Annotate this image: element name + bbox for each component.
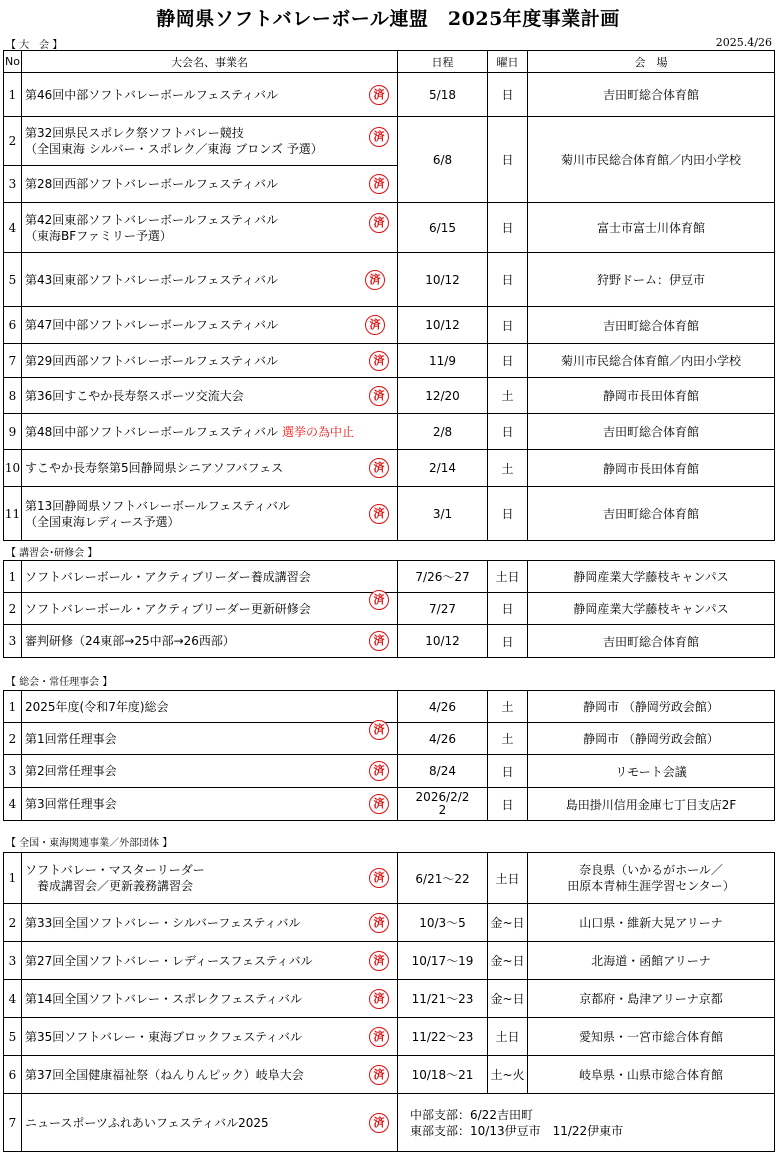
event-weekday: 日 — [488, 487, 528, 541]
event-weekday: 土 — [488, 691, 528, 723]
event-name — [22, 625, 398, 658]
section-label-zenkoku: 【 全国・東海関連事業／外部団体 】 — [6, 838, 173, 849]
event-weekday: 土日 — [488, 1018, 528, 1056]
event-venue: 静岡市長田体育館 — [528, 378, 775, 414]
event-venue: 愛知県・一宮市総合体育館 — [528, 1018, 775, 1056]
event-name-text: 第35回ソフトバレー・東海ブロックフェスティバル — [25, 1029, 302, 1044]
event-date: 6/8 — [398, 117, 488, 203]
event-name-text: 第13回静岡県ソフトバレーボールフェスティバル — [25, 498, 290, 513]
completed-stamp-icon: 済 — [369, 127, 389, 147]
event-date: 6/21～22 — [398, 853, 488, 904]
event-weekday: 土日 — [488, 853, 528, 904]
row-no: 1 — [4, 853, 22, 904]
event-branch-schedule — [398, 1094, 775, 1152]
section-label-koushu: 【 講習会･研修会 】 — [6, 548, 98, 559]
table-row — [4, 1056, 775, 1094]
event-name-text: 第42回東部ソフトバレーボールフェスティバル — [25, 212, 278, 227]
row-no: 5 — [4, 253, 22, 307]
table-header-row — [4, 51, 775, 73]
event-name — [22, 450, 398, 487]
cancelled-note: 選挙の為中止 — [282, 425, 355, 439]
table-row — [4, 625, 775, 658]
event-name — [22, 203, 398, 253]
branch-schedule-tobu: 東部支部：10/13伊豆市 11/22伊東市 — [410, 1123, 624, 1138]
event-name — [22, 307, 398, 344]
completed-stamp-icon: 済 — [369, 504, 389, 524]
completed-stamp-icon: 済 — [369, 1113, 389, 1133]
table-row — [4, 788, 775, 821]
event-venue: 静岡市長田体育館 — [528, 450, 775, 487]
event-name-text: 第46回中部ソフトバレーボールフェスティバル — [25, 87, 278, 102]
event-venue: 吉田町総合体育館 — [528, 414, 775, 450]
event-name — [22, 166, 398, 203]
event-name — [22, 904, 398, 942]
event-name-sub: （全国東海レディース予選） — [25, 514, 180, 529]
table-row — [4, 1018, 775, 1056]
event-weekday: 日 — [488, 593, 528, 625]
event-name-text: 第3回常任理事会 — [25, 797, 117, 811]
table-row — [4, 307, 775, 344]
event-name-sub: （全国東海 シルバー・スポレク／東海 ブロンズ 予選） — [25, 142, 323, 156]
row-no: 9 — [4, 414, 22, 450]
table-row — [4, 450, 775, 487]
event-date: 4/26 — [398, 691, 488, 723]
event-name-text: ソフトバレーボール・アクティブリーダー更新研修会 — [25, 601, 311, 616]
event-venue: 静岡市 （静岡労政会館） — [528, 691, 775, 723]
event-name-text: ソフトバレー・マスターリーダー — [25, 863, 205, 877]
event-name-text: 第43回東部ソフトバレーボールフェスティバル — [25, 272, 278, 287]
branch-schedule-chubu: 中部支部：6/22吉田町 — [410, 1107, 533, 1122]
event-date: 11/22～23 — [398, 1018, 488, 1056]
event-weekday: 日 — [488, 625, 528, 658]
event-name — [22, 561, 398, 606]
event-weekday: 土~火 — [488, 1056, 528, 1094]
document-date: 2025.4/26 — [715, 36, 772, 49]
row-no: 6 — [4, 1056, 22, 1094]
event-weekday: 日 — [488, 117, 528, 203]
header-name: 大会名、事業名 — [22, 51, 398, 73]
event-date: 10/17～19 — [398, 942, 488, 980]
completed-stamp-icon: 済 — [369, 1065, 389, 1085]
header-no: No — [4, 51, 22, 73]
row-no: 3 — [4, 755, 22, 788]
event-name — [22, 1094, 398, 1152]
event-weekday: 金~日 — [488, 980, 528, 1018]
table-row — [4, 414, 775, 450]
event-name — [22, 942, 398, 980]
event-name-text: 第37回全国健康福祉祭（ねんりんピック）岐阜大会 — [25, 1067, 304, 1082]
event-weekday: 日 — [488, 414, 528, 450]
event-venue: 吉田町総合体育館 — [528, 487, 775, 541]
table-row — [4, 73, 775, 117]
table-row — [4, 253, 775, 307]
event-venue: 狩野ドーム：伊豆市 — [528, 253, 775, 307]
completed-stamp-icon: 済 — [369, 720, 389, 740]
event-venue: 菊川市民総合体育館／内田小学校 — [528, 344, 775, 378]
event-name-text: 第14回全国ソフトバレー・スポレクフェスティバル — [25, 991, 302, 1006]
event-date-line1: 2026/2/2 — [415, 790, 470, 804]
header-schedule: 日程 — [398, 51, 488, 73]
event-weekday: 土 — [488, 450, 528, 487]
table-row — [4, 723, 775, 755]
table-row — [4, 755, 775, 788]
table-row — [4, 487, 775, 541]
completed-stamp-icon: 済 — [369, 458, 389, 478]
event-name-text: 2025年度(令和7年度)総会 — [25, 699, 169, 714]
event-name-text: すこやか長寿祭第5回静岡県シニアソフバフェス — [25, 461, 284, 475]
table-row — [4, 1094, 775, 1152]
completed-stamp-icon: 済 — [369, 631, 389, 651]
table-row — [4, 344, 775, 378]
event-venue: 北海道・函館アリーナ — [528, 942, 775, 980]
event-name — [22, 253, 398, 307]
event-weekday: 土 — [488, 723, 528, 755]
row-no: 8 — [4, 378, 22, 414]
event-date: 12/20 — [398, 378, 488, 414]
event-venue: 静岡市 （静岡労政会館） — [528, 723, 775, 755]
event-name — [22, 755, 398, 788]
row-no: 4 — [4, 203, 22, 253]
event-name — [22, 593, 398, 625]
table-row — [4, 853, 775, 904]
event-weekday: 土 — [488, 378, 528, 414]
header-venue: 会 場 — [528, 51, 775, 73]
taikai-table — [3, 50, 775, 541]
row-no: 3 — [4, 166, 22, 203]
table-row — [4, 561, 775, 593]
completed-stamp-icon: 済 — [365, 315, 385, 335]
event-venue: 山口県・維新大晃アリーナ — [528, 904, 775, 942]
completed-stamp-icon: 済 — [369, 590, 389, 610]
event-weekday: 金~日 — [488, 942, 528, 980]
row-no: 7 — [4, 1094, 22, 1152]
event-name-text: ソフトバレーボール・アクティブリーダー養成講習会 — [25, 569, 311, 584]
completed-stamp-icon: 済 — [369, 386, 389, 406]
event-date: 10/18～21 — [398, 1056, 488, 1094]
completed-stamp-icon: 済 — [369, 794, 389, 814]
row-no: 6 — [4, 307, 22, 344]
row-no: 2 — [4, 117, 22, 166]
event-weekday: 日 — [488, 203, 528, 253]
event-date: 7/27 — [398, 593, 488, 625]
event-name — [22, 980, 398, 1018]
event-venue: 静岡産業大学藤枝キャンパス — [528, 593, 775, 625]
event-weekday: 日 — [488, 788, 528, 821]
row-no: 7 — [4, 344, 22, 378]
zenkoku-table — [3, 852, 775, 1152]
event-name — [22, 344, 398, 378]
event-weekday: 土日 — [488, 561, 528, 593]
completed-stamp-icon: 済 — [369, 951, 389, 971]
event-date: 6/15 — [398, 203, 488, 253]
event-date: 10/3～5 — [398, 904, 488, 942]
page-title: 静岡県ソフトバレーボール連盟 2025年度事業計画 — [156, 8, 620, 30]
row-no: 1 — [4, 73, 22, 117]
event-date: 11/9 — [398, 344, 488, 378]
event-venue: リモート会議 — [528, 755, 775, 788]
table-row — [4, 203, 775, 253]
completed-stamp-icon: 済 — [369, 989, 389, 1009]
event-name-text: 第29回西部ソフトバレーボールフェスティバル — [25, 353, 278, 368]
table-row — [4, 378, 775, 414]
completed-stamp-icon: 済 — [369, 213, 389, 233]
event-name-text: 第2回常任理事会 — [25, 764, 117, 778]
event-venue: 岐阜県・山県市総合体育館 — [528, 1056, 775, 1094]
event-name — [22, 723, 398, 755]
event-name — [22, 1056, 398, 1094]
completed-stamp-icon: 済 — [369, 868, 389, 888]
event-name — [22, 1018, 398, 1056]
completed-stamp-icon: 済 — [369, 351, 389, 371]
row-no: 5 — [4, 1018, 22, 1056]
event-date: 10/12 — [398, 253, 488, 307]
event-venue: 島田掛川信用金庫七丁目支店2F — [528, 788, 775, 821]
event-name-sub: （東海BFファミリー予選） — [25, 228, 172, 243]
event-name-text: 第48回中部ソフトバレーボールフェスティバル — [25, 424, 278, 439]
event-name-text: 審判研修（24東部→25中部→26西部） — [25, 634, 235, 648]
event-weekday: 日 — [488, 344, 528, 378]
event-date: 4/26 — [398, 723, 488, 755]
event-venue: 吉田町総合体育館 — [528, 73, 775, 117]
event-date: 2/8 — [398, 414, 488, 450]
row-no: 3 — [4, 942, 22, 980]
event-name-text: 第28回西部ソフトバレーボールフェスティバル — [25, 177, 278, 191]
event-date: 8/24 — [398, 755, 488, 788]
koushu-table — [3, 560, 775, 658]
event-venue: 菊川市民総合体育館／内田小学校 — [528, 117, 775, 203]
event-date: 5/18 — [398, 73, 488, 117]
event-name — [22, 414, 398, 450]
table-row — [4, 117, 775, 166]
event-weekday: 日 — [488, 755, 528, 788]
row-no: 3 — [4, 625, 22, 658]
event-venue: 吉田町総合体育館 — [528, 625, 775, 658]
event-name-text: 第27回全国ソフトバレー・レディースフェスティバル — [25, 953, 313, 968]
event-name — [22, 691, 398, 736]
row-no: 2 — [4, 593, 22, 625]
event-name — [22, 788, 398, 821]
event-name — [22, 73, 398, 117]
event-date — [398, 788, 488, 821]
event-date: 10/12 — [398, 625, 488, 658]
completed-stamp-icon: 済 — [369, 1027, 389, 1047]
event-venue-line2: 田原本青柿生涯学習センター） — [567, 879, 735, 893]
header-weekday: 曜日 — [488, 51, 528, 73]
event-name — [22, 378, 398, 414]
completed-stamp-icon: 済 — [365, 270, 385, 290]
event-venue: 京都府・島津アリーナ京都 — [528, 980, 775, 1018]
event-venue: 静岡産業大学藤枝キャンパス — [528, 561, 775, 593]
completed-stamp-icon: 済 — [369, 174, 389, 194]
event-name — [22, 853, 398, 904]
event-weekday: 日 — [488, 307, 528, 344]
event-name-text: 第32回県民スポレク祭ソフトバレー競技 — [25, 126, 244, 140]
event-name-sub: 養成講習会／更新義務講習会 — [25, 879, 194, 893]
completed-stamp-icon: 済 — [369, 761, 389, 781]
event-name-text: 第36回すこやか長寿祭スポーツ交流大会 — [25, 388, 244, 403]
event-name-text: 第33回全国ソフトバレー・シルバーフェスティバル — [25, 915, 301, 930]
event-name-text: 第47回中部ソフトバレーボールフェスティバル — [25, 318, 278, 332]
event-date: 2/14 — [398, 450, 488, 487]
row-no: 1 — [4, 691, 22, 723]
row-no: 4 — [4, 980, 22, 1018]
event-name-text: ニュースポーツふれあいフェスティバル2025 — [25, 1115, 269, 1130]
table-row — [4, 593, 775, 625]
event-date: 10/12 — [398, 307, 488, 344]
event-weekday: 日 — [488, 73, 528, 117]
event-date: 11/21～23 — [398, 980, 488, 1018]
table-row — [4, 904, 775, 942]
event-venue-line1: 奈良県（いかるがホール／ — [579, 863, 723, 877]
event-name — [22, 487, 398, 541]
row-no: 2 — [4, 723, 22, 755]
event-venue — [528, 853, 775, 904]
section-label-soukai: 【 総会・常任理事会 】 — [6, 677, 113, 688]
row-no: 2 — [4, 904, 22, 942]
event-date-line2: 2 — [438, 803, 447, 817]
event-venue: 富士市富士川体育館 — [528, 203, 775, 253]
section-label-taikai: 【 大 会 】 — [6, 40, 63, 51]
event-name — [22, 117, 398, 166]
row-no: 4 — [4, 788, 22, 821]
completed-stamp-icon: 済 — [369, 913, 389, 933]
event-date: 7/26～27 — [398, 561, 488, 593]
event-date: 3/1 — [398, 487, 488, 541]
row-no: 11 — [4, 487, 22, 541]
table-row — [4, 942, 775, 980]
event-name-text: 第1回常任理事会 — [25, 731, 117, 746]
soukai-table — [3, 690, 775, 821]
table-row — [4, 691, 775, 723]
row-no: 10 — [4, 450, 22, 487]
row-no: 1 — [4, 561, 22, 593]
event-weekday: 日 — [488, 253, 528, 307]
event-weekday: 金~日 — [488, 904, 528, 942]
completed-stamp-icon: 済 — [369, 85, 389, 105]
event-venue: 吉田町総合体育館 — [528, 307, 775, 344]
table-row — [4, 980, 775, 1018]
